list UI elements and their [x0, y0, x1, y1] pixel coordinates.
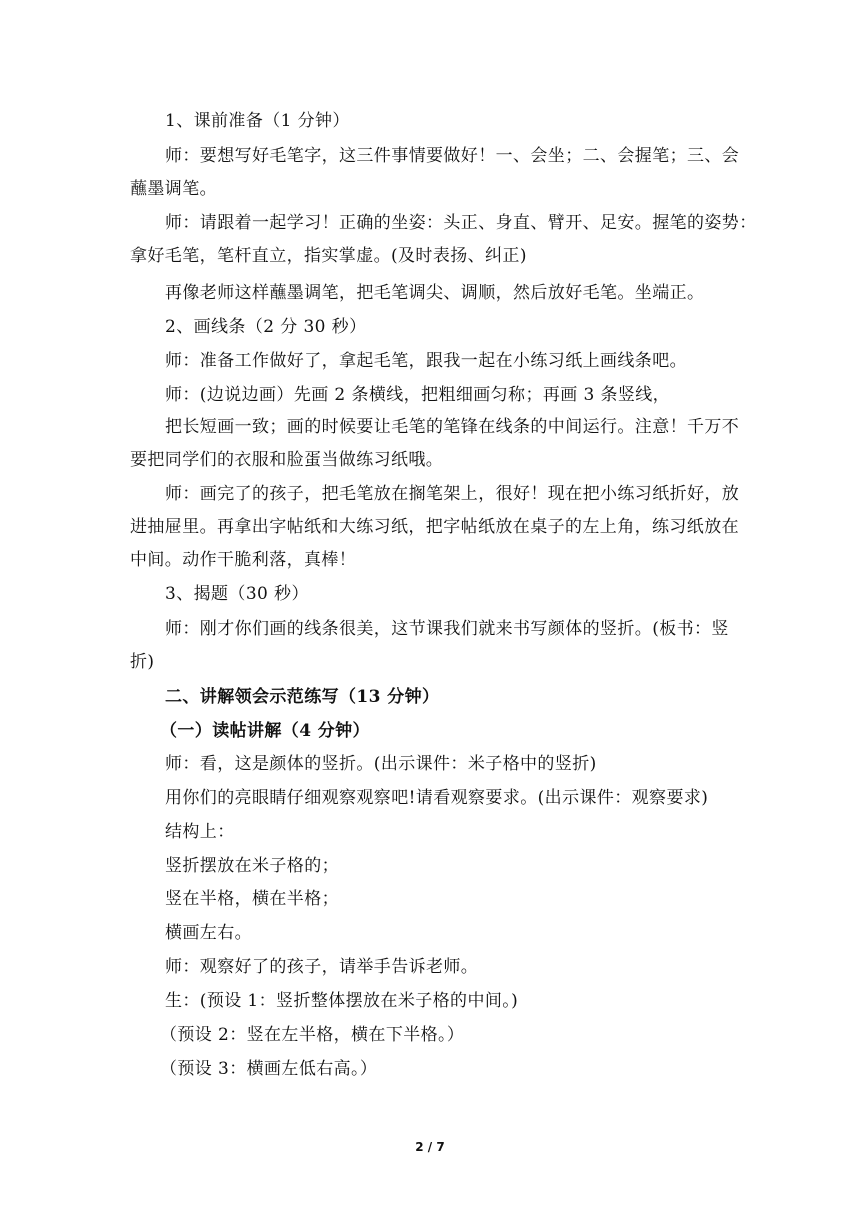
section-heading-topic: 3、揭题（30 秒） — [165, 584, 309, 604]
paragraph-line: 师：请跟着一起学习！正确的坐姿：头正、身直、臂开、足安。握笔的姿势： — [165, 213, 757, 233]
paragraph-line: 师：准备工作做好了，拿起毛笔，跟我一起在小练习纸上画线条吧。 — [165, 351, 687, 371]
paragraph-line: （预设 2：竖在左半格，横在下半格。） — [160, 1025, 465, 1045]
paragraph-line: 折) — [130, 652, 155, 672]
subsection-heading-reading: （一）读帖讲解（4 分钟） — [160, 721, 370, 741]
paragraph-line: 师：刚才你们画的线条很美，这节课我们就来书写颜体的竖折。(板书：竖 — [165, 619, 729, 639]
paragraph-line: 师：(边说边画）先画 2 条横线，把粗细画匀称；再画 3 条竖线， — [165, 385, 671, 405]
section-heading-explain: 二、讲解领会示范练写（13 分钟） — [165, 687, 440, 707]
paragraph-line: 蘸墨调笔。 — [130, 179, 217, 199]
paragraph-line: 生：(预设 1：竖折整体摆放在米子格的中间。) — [165, 991, 519, 1011]
section-heading-lines: 2、画线条（2 分 30 秒） — [165, 317, 367, 337]
paragraph-line: 师：画完了的孩子，把毛笔放在搁笔架上，很好！现在把小练习纸折好，放 — [165, 484, 740, 504]
paragraph-line: 进抽屉里。再拿出字帖纸和大练习纸，把字帖纸放在桌子的左上角，练习纸放在 — [130, 517, 739, 537]
paragraph-line: 竖折摆放在米子格的； — [165, 856, 339, 876]
paragraph-line: 拿好毛笔，笔杆直立，指实掌虚。(及时表扬、纠正) — [130, 246, 527, 266]
page-number: 2 / 7 — [415, 1140, 445, 1154]
paragraph-line: 要把同学们的衣服和脸蛋当做练习纸哦。 — [130, 450, 444, 470]
paragraph-line: 师：要想写好毛笔字，这三件事情要做好！一、会坐；二、会握笔；三、会 — [165, 146, 740, 166]
paragraph-line: 把长短画一致；画的时候要让毛笔的笔锋在线条的中间运行。注意！千万不 — [165, 417, 740, 437]
paragraph-line: 用你们的亮眼睛仔细观察观察吧!请看观察要求。(出示课件：观察要求) — [165, 788, 709, 808]
paragraph-line: 横画左右。 — [165, 923, 252, 943]
paragraph-line: 结构上： — [165, 822, 235, 842]
paragraph-line: （预设 3：横画左低右高。） — [160, 1059, 378, 1079]
section-heading-prep: 1、课前准备（1 分钟） — [165, 111, 350, 131]
paragraph-line: 师：观察好了的孩子，请举手告诉老师。 — [165, 957, 479, 977]
paragraph-line: 竖在半格，横在半格； — [165, 889, 339, 909]
paragraph-line: 师：看，这是颜体的竖折。(出示课件：米子格中的竖折) — [165, 754, 597, 774]
paragraph-line: 中间。动作干脆利落，真棒！ — [130, 550, 357, 570]
paragraph-line: 再像老师这样蘸墨调笔，把毛笔调尖、调顺，然后放好毛笔。坐端正。 — [165, 283, 705, 303]
